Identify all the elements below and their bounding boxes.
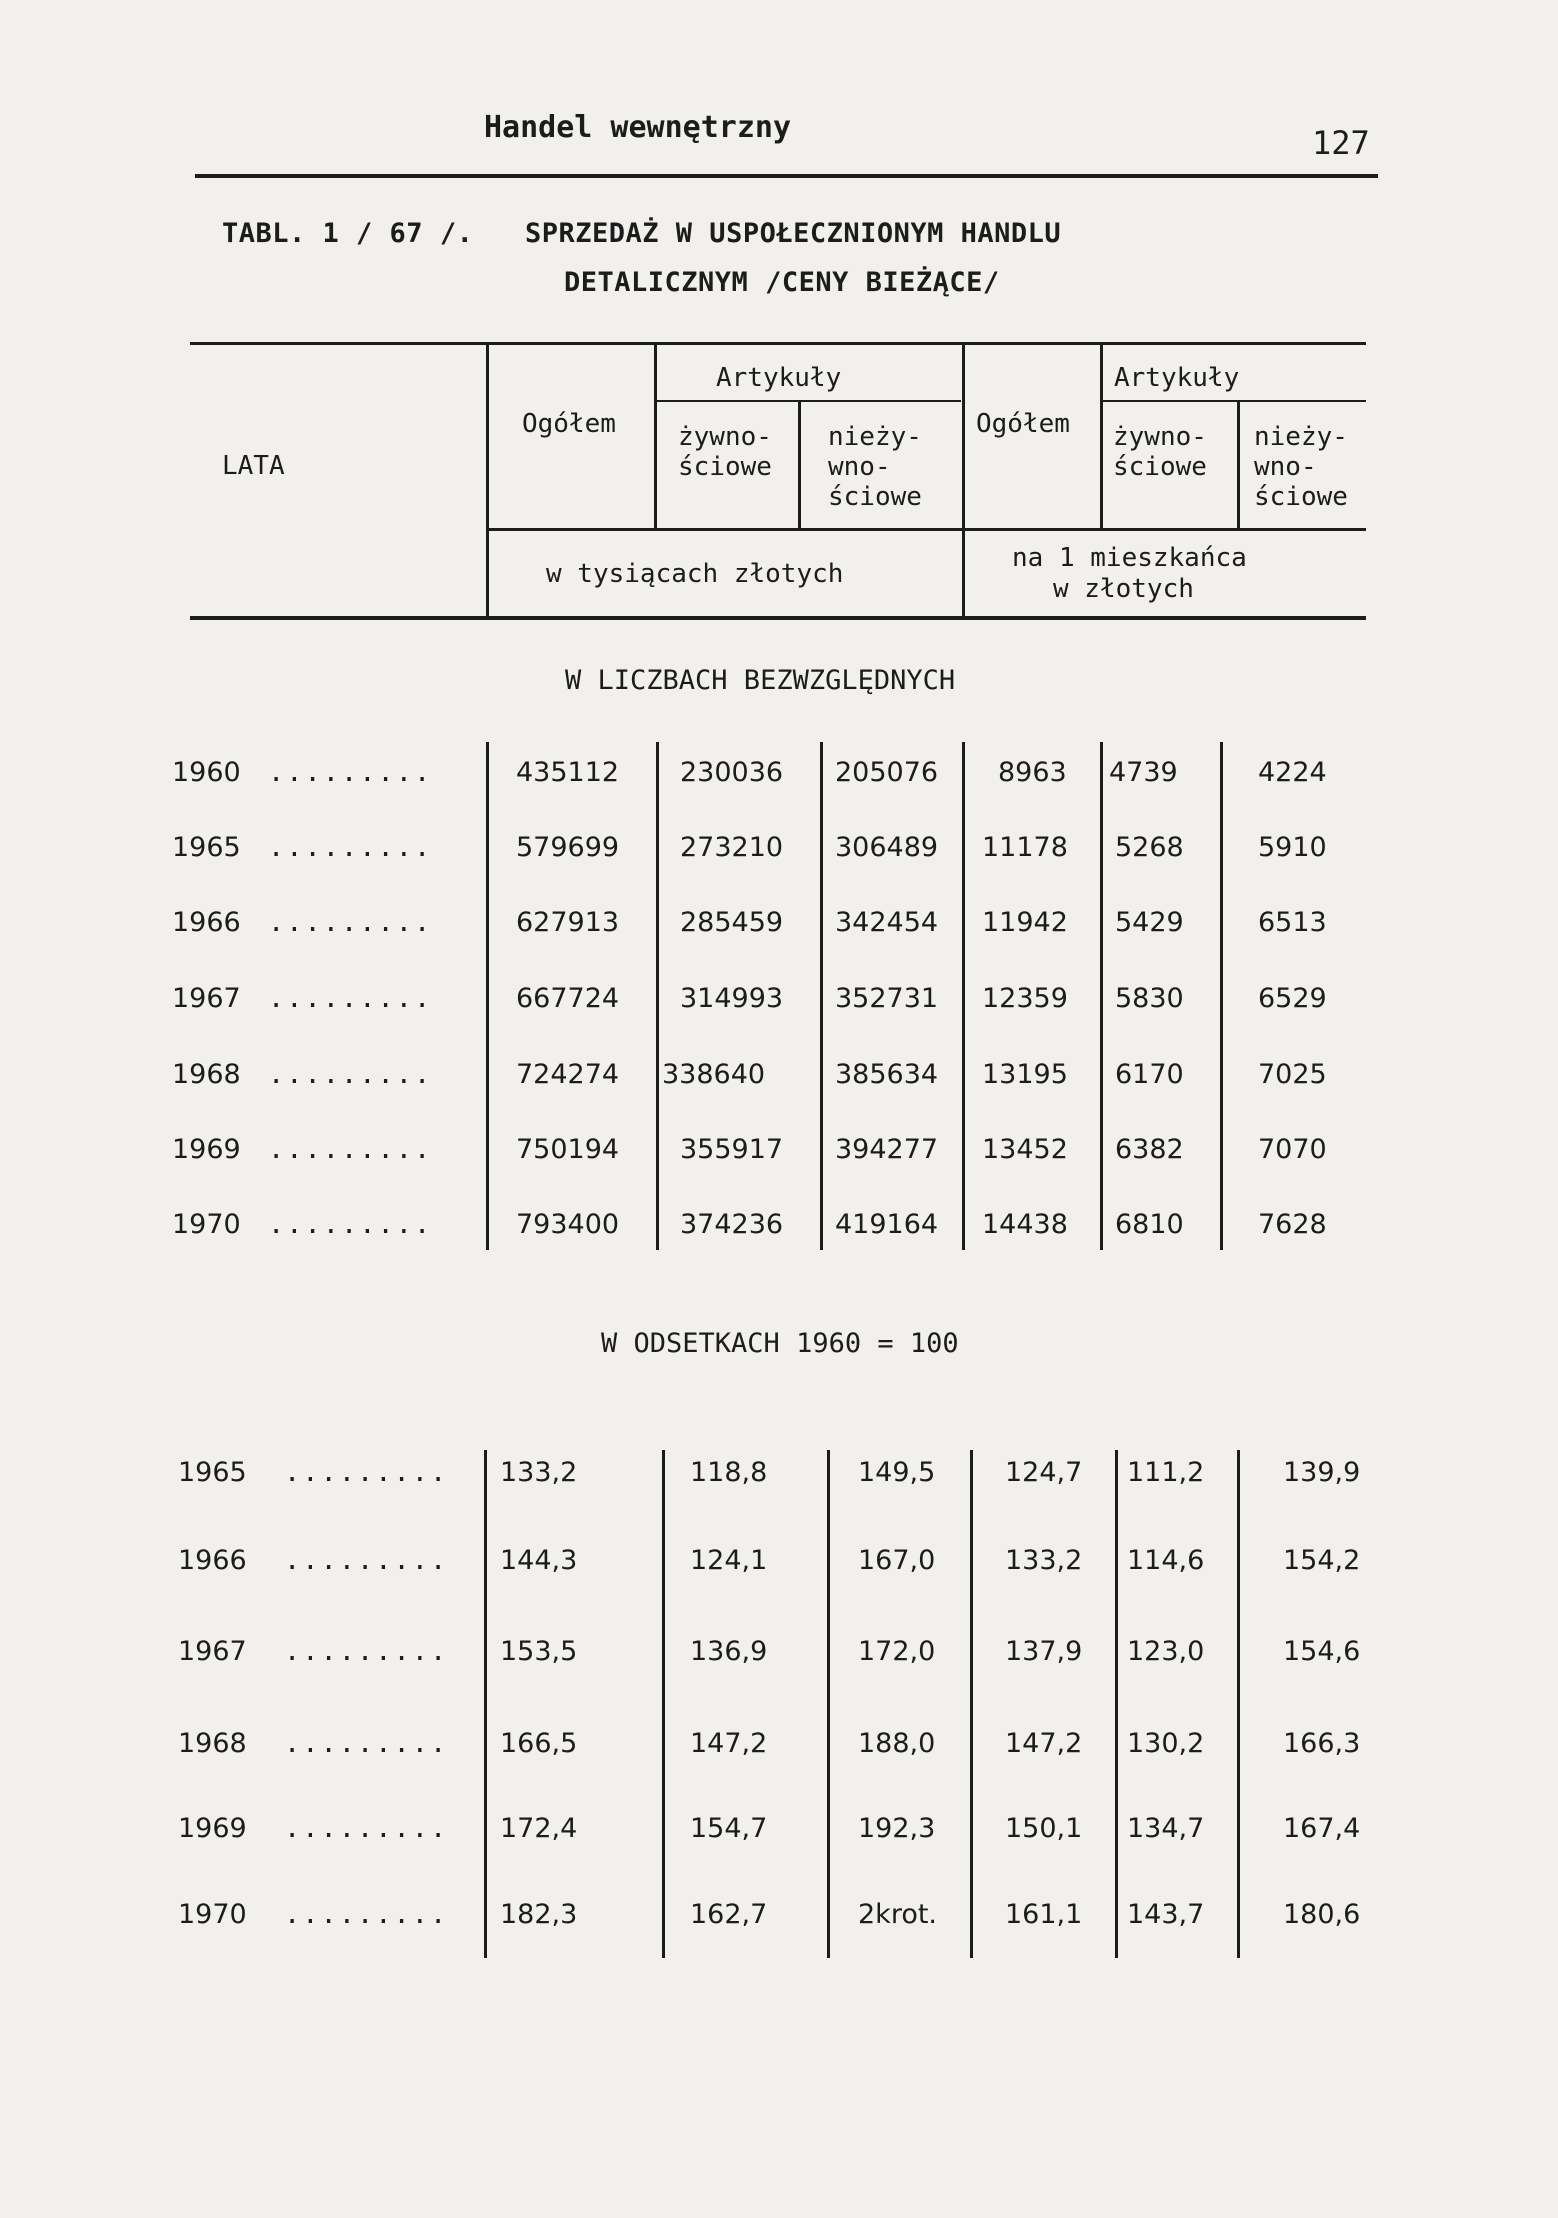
cell-ogolem: 793400 [516,1209,620,1240]
cell-ogolem: 166,5 [500,1728,578,1759]
row-year: 1970 [178,1899,247,1930]
cell-niezywnosciowe: 394277 [835,1134,939,1165]
col-zywnosciowe-right: żywno- ściowe [1113,422,1207,482]
unit-left: w tysiącach złotych [546,559,844,589]
row-year: 1960 [172,757,241,788]
cell-zywnosciowe-per-capita: 5830 [1115,983,1184,1014]
cell-niezywnosciowe-per-capita: 7070 [1258,1134,1327,1165]
cell-zywnosciowe-per-capita: 114,6 [1127,1545,1205,1576]
cell-ogolem-per-capita: 150,1 [1005,1813,1083,1844]
body1-vrule-4 [962,742,965,1250]
cell-zywnosciowe-per-capita: 111,2 [1127,1457,1205,1488]
body2-vrule-4 [970,1450,973,1958]
cell-niezywnosciowe-per-capita: 6513 [1258,907,1327,938]
cell-niezywnosciowe: 2krot. [858,1899,938,1930]
header-vrule-6 [1237,402,1240,528]
cell-zywnosciowe: 273210 [680,832,784,863]
cell-ogolem-per-capita: 12359 [982,983,1068,1014]
leader-dots: ......... [284,1545,449,1576]
header-vrule-5 [1100,344,1103,528]
cell-niezywnosciowe: 172,0 [858,1636,936,1667]
header-vrule-1 [486,344,489,616]
body2-vrule-3 [827,1450,830,1958]
cell-niezywnosciowe: 385634 [835,1059,939,1090]
cell-zywnosciowe: 338640 [662,1059,766,1090]
cell-zywnosciowe-per-capita: 4739 [1109,757,1178,788]
cell-niezywnosciowe-per-capita: 166,3 [1283,1728,1361,1759]
col-artykuly-right: Artykuły [1114,363,1240,393]
row-year: 1967 [178,1636,247,1667]
header-rule [195,174,1378,178]
cell-niezywnosciowe-per-capita: 7628 [1258,1209,1327,1240]
cell-ogolem: 144,3 [500,1545,578,1576]
row-year: 1969 [172,1134,241,1165]
cell-zywnosciowe: 162,7 [690,1899,768,1930]
cell-ogolem-per-capita: 14438 [982,1209,1068,1240]
cell-niezywnosciowe-per-capita: 154,2 [1283,1545,1361,1576]
cell-zywnosciowe-per-capita: 123,0 [1127,1636,1205,1667]
row-year: 1970 [172,1209,241,1240]
table-number: TABL. 1 / 67 /. [222,218,474,249]
cell-zywnosciowe: 230036 [680,757,784,788]
col-zywnosciowe-left: żywno- ściowe [678,422,772,482]
section-percent-label: W ODSETKACH 1960 = 100 [601,1328,959,1359]
body1-vrule-1 [486,742,489,1250]
row-year: 1969 [178,1813,247,1844]
cell-ogolem: 133,2 [500,1457,578,1488]
table-top-rule [190,342,1366,345]
cell-zywnosciowe: 118,8 [690,1457,768,1488]
row-year: 1966 [172,907,241,938]
table-title-line1: SPRZEDAŻ W USPOŁECZNIONYM HANDLU [525,218,1062,249]
cell-niezywnosciowe: 419164 [835,1209,939,1240]
table-title-line2: DETALICZNYM /CENY BIEŻĄCE/ [564,267,1000,298]
cell-zywnosciowe-per-capita: 6382 [1115,1134,1184,1165]
cell-ogolem: 667724 [516,983,620,1014]
running-title: Handel wewnętrzny [484,110,792,145]
cell-zywnosciowe: 374236 [680,1209,784,1240]
cell-ogolem-per-capita: 11178 [982,832,1068,863]
body1-vrule-5 [1100,742,1103,1250]
row-year: 1966 [178,1545,247,1576]
leader-dots: ......... [268,757,433,788]
cell-ogolem: 435112 [516,757,620,788]
leader-dots: ......... [268,1059,433,1090]
cell-zywnosciowe: 136,9 [690,1636,768,1667]
body2-vrule-1 [484,1450,487,1958]
row-year: 1968 [178,1728,247,1759]
artykuly-rule-right [1100,400,1366,402]
cell-niezywnosciowe: 205076 [835,757,939,788]
cell-ogolem-per-capita: 147,2 [1005,1728,1083,1759]
cell-niezywnosciowe-per-capita: 7025 [1258,1059,1327,1090]
cell-ogolem-per-capita: 11942 [982,907,1068,938]
header-bottom-rule [190,616,1366,620]
col-niezywnosciowe-left: nieży- wno- ściowe [828,422,922,512]
body1-vrule-3 [820,742,823,1250]
cell-zywnosciowe: 147,2 [690,1728,768,1759]
cell-zywnosciowe: 285459 [680,907,784,938]
cell-niezywnosciowe-per-capita: 180,6 [1283,1899,1361,1930]
cell-ogolem-per-capita: 161,1 [1005,1899,1083,1930]
unit-right-line1: na 1 mieszkańca [1012,543,1247,573]
leader-dots: ......... [284,1813,449,1844]
cell-zywnosciowe: 154,7 [690,1813,768,1844]
cell-niezywnosciowe-per-capita: 139,9 [1283,1457,1361,1488]
body2-vrule-5 [1115,1450,1118,1958]
cell-zywnosciowe-per-capita: 134,7 [1127,1813,1205,1844]
unit-right-line2: w złotych [1053,574,1194,604]
leader-dots: ......... [284,1457,449,1488]
cell-ogolem: 182,3 [500,1899,578,1930]
cell-zywnosciowe: 124,1 [690,1545,768,1576]
cell-niezywnosciowe: 149,5 [858,1457,936,1488]
cell-zywnosciowe-per-capita: 6810 [1115,1209,1184,1240]
section-absolute-label: W LICZBACH BEZWZGLĘDNYCH [565,665,956,696]
cell-ogolem-per-capita: 13452 [982,1134,1068,1165]
leader-dots: ......... [268,907,433,938]
leader-dots: ......... [284,1899,449,1930]
body2-vrule-2 [662,1450,665,1958]
leader-dots: ......... [268,1134,433,1165]
leader-dots: ......... [284,1636,449,1667]
cell-zywnosciowe: 314993 [680,983,784,1014]
col-ogolem-right: Ogółem [976,409,1070,439]
leader-dots: ......... [268,1209,433,1240]
cell-ogolem: 579699 [516,832,620,863]
cell-zywnosciowe: 355917 [680,1134,784,1165]
row-year: 1965 [178,1457,247,1488]
page-number: 127 [1312,124,1370,162]
row-year: 1967 [172,983,241,1014]
cell-zywnosciowe-per-capita: 6170 [1115,1059,1184,1090]
cell-niezywnosciowe: 188,0 [858,1728,936,1759]
cell-ogolem-per-capita: 124,7 [1005,1457,1083,1488]
cell-niezywnosciowe-per-capita: 6529 [1258,983,1327,1014]
col-ogolem-left: Ogółem [522,409,616,439]
col-artykuly-left: Artykuły [716,363,842,393]
cell-ogolem: 750194 [516,1134,620,1165]
cell-niezywnosciowe-per-capita: 154,6 [1283,1636,1361,1667]
body1-vrule-6 [1220,742,1223,1250]
cell-niezywnosciowe-per-capita: 167,4 [1283,1813,1361,1844]
cell-niezywnosciowe: 167,0 [858,1545,936,1576]
cell-niezywnosciowe: 306489 [835,832,939,863]
cell-zywnosciowe-per-capita: 130,2 [1127,1728,1205,1759]
cell-niezywnosciowe-per-capita: 4224 [1258,757,1327,788]
cell-ogolem: 153,5 [500,1636,578,1667]
cell-zywnosciowe-per-capita: 5268 [1115,832,1184,863]
header-vrule-2 [654,344,657,528]
cell-ogolem: 724274 [516,1059,620,1090]
cell-niezywnosciowe: 192,3 [858,1813,936,1844]
unit-rule [487,528,1366,531]
col-lata: LATA [222,451,285,481]
body1-vrule-2 [656,742,659,1250]
body2-vrule-6 [1237,1450,1240,1958]
artykuly-rule-left [656,400,961,402]
col-niezywnosciowe-right: nieży- wno- ściowe [1254,422,1348,512]
cell-ogolem-per-capita: 8963 [998,757,1067,788]
leader-dots: ......... [268,832,433,863]
cell-niezywnosciowe: 352731 [835,983,939,1014]
row-year: 1965 [172,832,241,863]
header-vrule-4 [962,344,965,616]
cell-ogolem: 627913 [516,907,620,938]
cell-ogolem-per-capita: 133,2 [1005,1545,1083,1576]
cell-niezywnosciowe: 342454 [835,907,939,938]
cell-niezywnosciowe-per-capita: 5910 [1258,832,1327,863]
cell-zywnosciowe-per-capita: 5429 [1115,907,1184,938]
row-year: 1968 [172,1059,241,1090]
header-vrule-3 [798,402,801,528]
leader-dots: ......... [268,983,433,1014]
cell-ogolem: 172,4 [500,1813,578,1844]
cell-zywnosciowe-per-capita: 143,7 [1127,1899,1205,1930]
cell-ogolem-per-capita: 137,9 [1005,1636,1083,1667]
cell-ogolem-per-capita: 13195 [982,1059,1068,1090]
leader-dots: ......... [284,1728,449,1759]
